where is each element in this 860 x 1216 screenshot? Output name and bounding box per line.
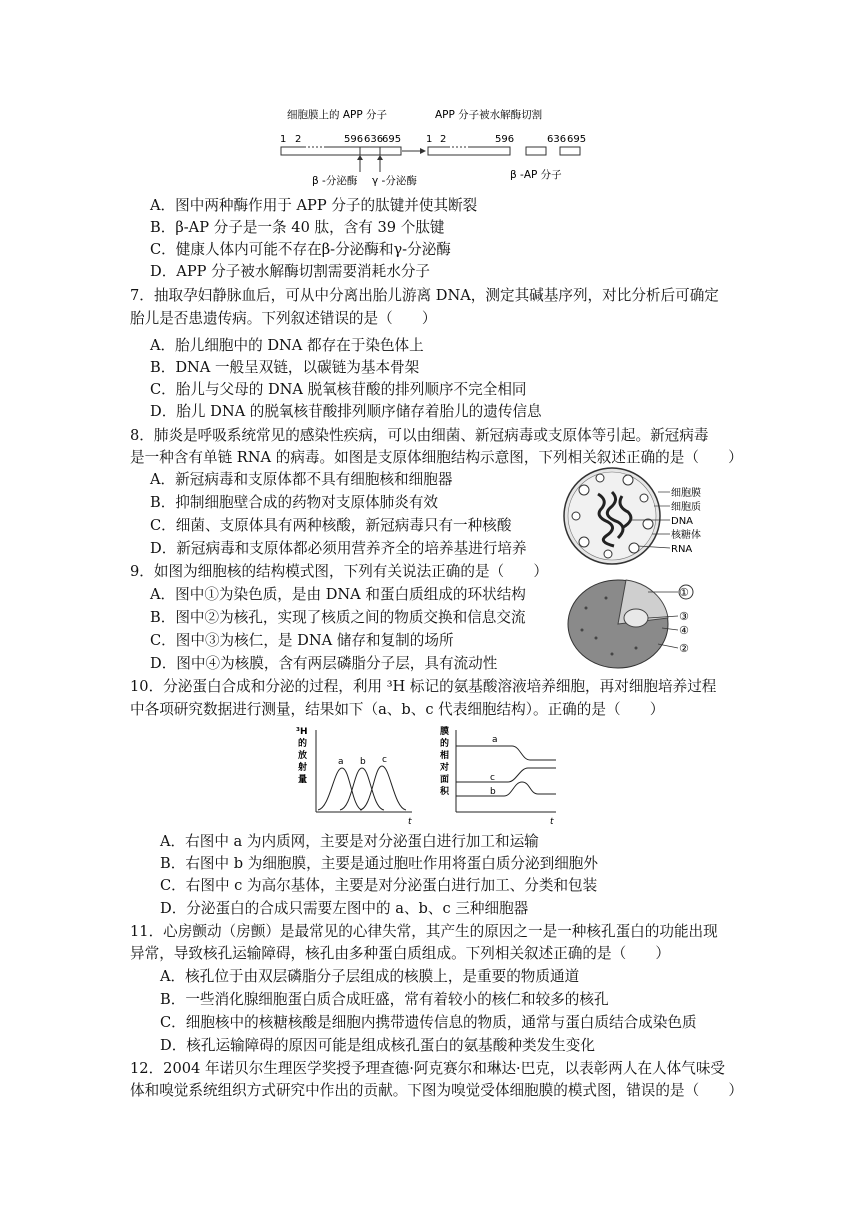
svg-text:面: 面 [440, 775, 450, 785]
svg-text:2: 2 [440, 134, 447, 145]
q7-option-b: B．DNA 一般呈双链，以碳链为基本骨架 [150, 359, 420, 376]
svg-text:的: 的 [440, 739, 450, 749]
q7-option-d: D．胎儿 DNA 的脱氧核苷酸排列顺序储存着胎儿的遗传信息 [150, 403, 542, 420]
q10-graphs [290, 722, 560, 828]
q8-option-b: B．抑制细胞壁合成的药物对支原体肺炎有效 [150, 494, 439, 511]
svg-text:相: 相 [440, 751, 450, 761]
svg-text:射: 射 [298, 763, 308, 773]
q8-stem-line2: 是一种含有单链 RNA 的病毒。如图是支原体细胞结构示意图，下列相关叙述正确的是（ ） [130, 449, 743, 466]
svg-text:RNA: RNA [671, 544, 693, 555]
q11-option-a: A．核孔位于由双层磷脂分子层组成的核膜上，是重要的物质通道 [160, 968, 580, 985]
svg-text:b: b [360, 757, 366, 767]
svg-text:④: ④ [679, 624, 689, 637]
q7-option-a: A．胎儿细胞中的 DNA 都存在于染色体上 [150, 337, 424, 354]
app-left-title: 细胞膜上的 APP 分子 [287, 109, 388, 121]
svg-text:1: 1 [426, 134, 433, 145]
svg-text:细胞质: 细胞质 [671, 502, 701, 513]
q9-option-a: A．图中①为染色质，是由 DNA 和蛋白质组成的环状结构 [150, 586, 526, 603]
q11-option-b: B．一些消化腺细胞蛋白质合成旺盛，常有着较小的核仁和较多的核孔 [160, 991, 609, 1008]
q10-option-c: C．右图中 c 为高尔基体，主要是对分泌蛋白进行加工、分类和包装 [160, 877, 598, 894]
mycoplasma-figure [562, 462, 722, 570]
q9-stem: 9．如图为细胞核的结构模式图，下列有关说法正确的是（ ） [130, 563, 548, 580]
svg-text:DNA: DNA [671, 516, 694, 527]
svg-text:b: b [490, 787, 496, 797]
app-cleavage-diagram [270, 104, 600, 192]
svg-text:放: 放 [298, 751, 308, 761]
q7-stem-line2: 胎儿是否患遗传病。下列叙述错误的是（ ） [130, 310, 437, 327]
q10-graph-svg [290, 722, 560, 828]
svg-text:膜: 膜 [440, 727, 450, 737]
app-fragment-1 [428, 147, 510, 155]
svg-text:1: 1 [280, 134, 287, 145]
svg-text:a: a [492, 735, 498, 745]
svg-text:②: ② [679, 642, 689, 655]
q12-stem-line2: 体和嗅觉系统组织方式研究中作出的贡献。下图为嗅觉受体细胞膜的模式图，错误的是（ ） [130, 1082, 743, 1099]
q6-option-b: B．β-AP 分子是一条 40 肽，含有 39 个肽键 [150, 219, 445, 236]
svg-text:③: ③ [679, 610, 689, 623]
svg-text:对: 对 [440, 763, 450, 773]
svg-text:³H: ³H [296, 727, 308, 737]
app-fragment-3 [560, 147, 580, 155]
line-b [456, 782, 556, 796]
svg-text:695: 695 [567, 134, 587, 145]
app-molecule-bar [281, 147, 401, 155]
q8-option-a: A．新冠病毒和支原体都不具有细胞核和细胞器 [150, 471, 453, 488]
svg-text:a: a [338, 757, 344, 767]
q11-stem-line1: 11．心房颤动（房颤）是最常见的心律失常，其产生的原因之一是一种核孔蛋白的功能出现 [130, 923, 718, 940]
q8-option-c: C．细菌、支原体具有两种核酸，新冠病毒只有一种核酸 [150, 517, 512, 534]
q6-option-d: D．APP 分子被水解酶切割需要消耗水分子 [150, 263, 431, 280]
app-right-title: APP 分子被水解酶切割 [435, 109, 543, 121]
svg-text:t: t [408, 817, 412, 827]
beta-secretase-label: β -分泌酶 [312, 175, 358, 187]
q6-option-c: C．健康人体内可能不存在β-分泌酶和γ-分泌酶 [150, 241, 451, 258]
beta-ap-label: β -AP 分子 [510, 169, 562, 181]
q10-stem-line2: 中各项研究数据进行测量，结果如下（a、b、c 代表细胞结构）。正确的是（ ） [130, 701, 665, 718]
app-cleavage-figure [270, 104, 600, 192]
nucleus-diagram [566, 578, 714, 670]
svg-text:的: 的 [298, 739, 308, 749]
q10-option-a: A．右图中 a 为内质网，主要是对分泌蛋白进行加工和运输 [160, 833, 539, 850]
q10-option-d: D．分泌蛋白的合成只需要左图中的 a、b、c 三种细胞器 [160, 900, 529, 917]
q11-option-d: D．核孔运输障碍的原因可能是组成核孔蛋白的氨基酸种类发生变化 [160, 1037, 595, 1054]
q10-stem-line1: 10．分泌蛋白合成和分泌的过程，利用 ³H 标记的氨基酸溶液培养细胞，再对细胞培养过程 [130, 678, 717, 695]
q9-option-d: D．图中④为核膜，含有两层磷脂分子层，具有流动性 [150, 655, 498, 672]
svg-text:量: 量 [298, 775, 308, 785]
svg-text:2: 2 [295, 134, 302, 145]
svg-text:596: 596 [344, 134, 364, 145]
nucleolus [624, 609, 648, 627]
line-c [456, 768, 556, 782]
svg-text:636: 636 [364, 134, 384, 145]
svg-text:c: c [490, 773, 495, 783]
curve-a [318, 768, 362, 810]
q7-stem-line1: 7．抽取孕妇静脉血后，可从中分离出胎儿游离 DNA，测定其碱基序列，对比分析后可确定 [130, 287, 719, 304]
svg-text:①: ① [679, 586, 689, 599]
q12-stem-line1: 12．2004 年诺贝尔生理医学奖授予理查德·阿克赛尔和琳达·巴克，以表彰两人在人体气味受 [130, 1060, 726, 1077]
q10-option-b: B．右图中 b 为细胞膜，主要是通过胞吐作用将蛋白质分泌到细胞外 [160, 855, 598, 872]
svg-text:695: 695 [382, 134, 402, 145]
svg-text:636: 636 [547, 134, 567, 145]
q8-option-d: D．新冠病毒和支原体都必须用营养齐全的培养基进行培养 [150, 540, 527, 557]
q11-option-c: C．细胞核中的核糖核酸是细胞内携带遗传信息的物质，通常与蛋白质结合成染色质 [160, 1014, 697, 1031]
q6-option-a: A．图中两种酶作用于 APP 分子的肽键并使其断裂 [150, 197, 478, 214]
mycoplasma-diagram [562, 462, 722, 570]
svg-text:596: 596 [495, 134, 515, 145]
q8-stem-line1: 8．肺炎是呼吸系统常见的感染性疾病，可以由细菌、新冠病毒或支原体等引起。新冠病毒 [130, 427, 709, 444]
svg-text:t: t [550, 817, 554, 827]
q9-option-c: C．图中③为核仁，是 DNA 储存和复制的场所 [150, 632, 454, 649]
beta-ap-fragment [526, 147, 546, 155]
svg-text:细胞膜: 细胞膜 [671, 488, 701, 499]
svg-text:核糖体: 核糖体 [671, 530, 701, 541]
q7-option-c: C．胎儿与父母的 DNA 脱氧核苷酸的排列顺序不完全相同 [150, 381, 527, 398]
q11-stem-line2: 异常，导致核孔运输障碍，核孔由多种蛋白质组成。下列相关叙述正确的是（ ） [130, 945, 670, 962]
q9-option-b: B．图中②为核孔，实现了核质之间的物质交换和信息交流 [150, 609, 526, 626]
svg-text:c: c [382, 755, 387, 765]
arrow-icon [420, 148, 426, 154]
svg-text:积: 积 [440, 787, 450, 797]
line-a [456, 746, 556, 760]
nucleus-figure [566, 578, 714, 670]
gamma-secretase-label: γ -分泌酶 [372, 175, 417, 187]
